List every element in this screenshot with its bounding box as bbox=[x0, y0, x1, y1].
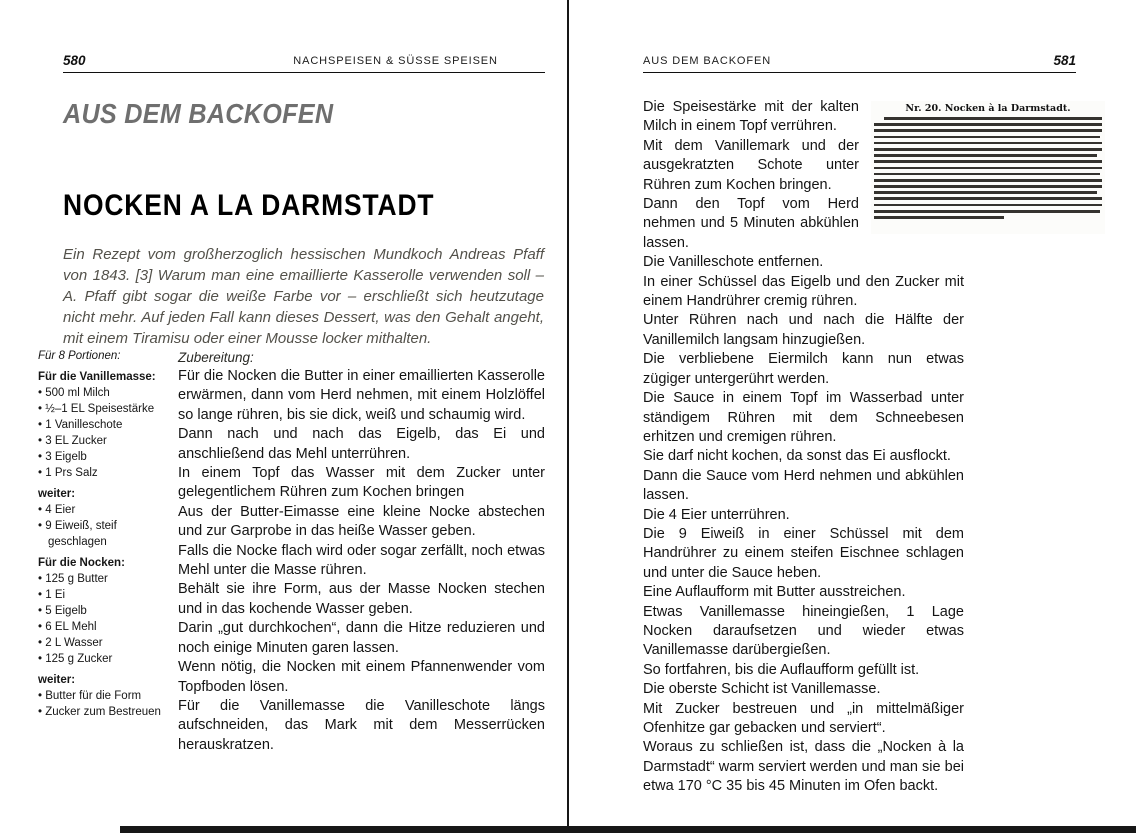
preparation-step: Sie darf nicht kochen, da sonst das Ei ausflockt. bbox=[643, 448, 951, 465]
left-page bbox=[38, 48, 545, 808]
ingredient-item: • 2 L Wasser bbox=[38, 635, 176, 651]
preparation-step: Dann nach und nach das Eigelb, das Ei und anschließend das Mehl unterrühren. bbox=[178, 426, 545, 462]
bottom-bar bbox=[120, 826, 1136, 833]
running-header-left: NACHSPEISEN & SÜSSE SPEISEN bbox=[293, 55, 498, 67]
preparation-step: Falls die Nocke flach wird oder sogar zerfällt, noch etwas Mehl unter die Masse rühren. bbox=[178, 542, 545, 579]
preparation-step: In einem Topf das Wasser mit dem Zucker unter gelegentlichem Rühren zum Kochen bringen bbox=[178, 465, 545, 501]
preparation-step: Unter Rühren nach und nach die Hälfte der Vanillemilch langsam hinzugießen. bbox=[643, 312, 964, 348]
preparation-step: Für die Vanillemasse die Vanilleschote längs aufschneiden, das Mark mit dem Messerrücken herauskratzen. bbox=[178, 697, 545, 753]
ingredient-item: • 9 Eiweiß, steif geschlagen bbox=[38, 518, 176, 550]
right-page bbox=[643, 48, 1076, 808]
page-divider-line bbox=[567, 0, 569, 833]
recipe-intro: Ein Rezept vom großherzoglich hessischen Mundkoch Andreas Pfaff von 1843. [3] Warum man eine emaillierte Kasserolle verwenden soll – A. Pfaff gibt sogar die weiße Farbe vor – erschließt sich heutzutage nicht mehr. Auf jeden Fall kann dieses Dessert, was den Gehalt angeht, mit einem Tiramisu oder einer Mousse locker mithalten. bbox=[63, 246, 544, 347]
ingredient-item: • 3 Eigelb bbox=[38, 449, 176, 465]
ingredient-item: • 1 Vanilleschote bbox=[38, 417, 176, 433]
preparation-step: Die Vanilleschote entfernen. bbox=[643, 254, 824, 271]
ingredients-column bbox=[38, 348, 176, 720]
left-page-header bbox=[63, 48, 545, 73]
ingredient-group-heading: Für die Vanillemasse: bbox=[38, 371, 156, 383]
right-page-header bbox=[643, 48, 1076, 73]
ingredient-item: • 3 EL Zucker bbox=[38, 433, 176, 449]
preparation-step: Die 9 Eiweiß in einer Schüssel mit dem Handrührer zu einem steifen Eischnee schlagen und unter die Sauce heben. bbox=[643, 525, 964, 581]
preparation-step: Darin „gut durchkochen“, dann die Hitze reduzieren und noch einige Minuten garen lassen. bbox=[178, 620, 545, 656]
section-title: AUS DEM BACKOFEN bbox=[63, 98, 334, 129]
historical-recipe-clipping bbox=[871, 101, 1105, 234]
servings-label: Für 8 Portionen: bbox=[38, 350, 121, 362]
preparation-step: Mit dem Vanillemark und der ausgekratzten Schote unter Rühren zum Kochen bringen. bbox=[643, 137, 859, 193]
ingredient-item: • 5 Eigelb bbox=[38, 603, 176, 619]
preparation-step: Aus der Butter-Eimasse eine kleine Nocke abstechen und zur Garprobe in das heiße Wasser geben. bbox=[178, 503, 545, 540]
clipping-title: Nr. 20. Nocken à la Darmstadt. bbox=[905, 103, 1071, 114]
clipping-text-lines bbox=[874, 117, 1102, 219]
preparation-step: Etwas Vanillemasse hineingießen, 1 Lage Nocken daraufsetzen und wieder etwas Vanillemasse darübergießen. bbox=[643, 603, 964, 659]
preparation-step: Eine Auflaufform mit Butter ausstreichen. bbox=[643, 584, 906, 601]
ingredient-group-heading: weiter: bbox=[38, 674, 76, 686]
preparation-step: Mit Zucker bestreuen und „in mittelmäßiger Ofenhitze gar gebacken und serviert“. bbox=[643, 700, 964, 736]
ingredient-item: • Butter für die Form bbox=[38, 688, 176, 704]
preparation-step: Die oberste Schicht ist Vanillemasse. bbox=[643, 681, 881, 698]
ingredient-item: • 4 Eier bbox=[38, 502, 176, 518]
ingredient-group-heading: Für die Nocken: bbox=[38, 557, 125, 569]
page-number-right: 581 bbox=[1053, 53, 1076, 68]
preparation-step: Woraus zu schließen ist, dass die „Nocken à la Darmstadt“ warm serviert werden und man sie bei etwa 170 °C 35 bis 45 Minuten im Ofen backt. bbox=[643, 739, 964, 795]
ingredient-item: • ½–1 EL Speisestärke bbox=[38, 401, 176, 417]
preparation-step: Dann die Sauce vom Herd nehmen und abkühlen lassen. bbox=[643, 467, 964, 504]
ingredient-item: • 6 EL Mehl bbox=[38, 619, 176, 635]
preparation-step: In einer Schüssel das Eigelb und den Zucker mit einem Handrührer cremig rühren. bbox=[643, 273, 964, 310]
preparation-column bbox=[178, 348, 545, 755]
preparation-step: So fortfahren, bis die Auflaufform gefüllt ist. bbox=[643, 661, 920, 678]
ingredient-item: • 500 ml Milch bbox=[38, 385, 176, 401]
preparation-step: Dann den Topf vom Herd nehmen und 5 Minuten abkühlen lassen. bbox=[643, 196, 859, 251]
ingredient-group-heading: weiter: bbox=[38, 488, 76, 500]
ingredient-item: • 1 Prs Salz bbox=[38, 465, 176, 481]
ingredient-list bbox=[38, 571, 176, 667]
page-number-left: 580 bbox=[63, 53, 86, 68]
ingredient-item: • 125 g Zucker bbox=[38, 651, 176, 667]
preparation-steps bbox=[178, 367, 545, 755]
running-header-right: AUS DEM BACKOFEN bbox=[643, 55, 772, 67]
preparation-step: Die Sauce in einem Topf im Wasserbad unter ständigem Rühren mit dem Schneebesen erhitzen und cremigen rühren. bbox=[643, 390, 964, 445]
recipe-title: NOCKEN A LA DARMSTADT bbox=[63, 189, 435, 222]
preparation-step: Wenn nötig, die Nocken mit einem Pfannenwender vom Topfboden lösen. bbox=[178, 659, 545, 695]
ingredient-item: • 125 g Butter bbox=[38, 571, 176, 587]
ingredient-list bbox=[38, 502, 176, 550]
ingredient-list bbox=[38, 385, 176, 481]
preparation-step: Die verbliebene Eiermilch kann nun etwas zügiger untergerührt werden. bbox=[643, 351, 964, 387]
preparation-step: Die Speisestärke mit der kalten Milch in einem Topf verrühren. bbox=[643, 99, 859, 135]
preparation-step: Für die Nocken die Butter in einer emaillierten Kasserolle erwärmen, dann vom Herd nehmen, mit einem Holzlöffel so lange rühren, bis sie dick, weiß und schaumig wird. bbox=[178, 368, 545, 423]
ingredient-item: • 1 Ei bbox=[38, 587, 176, 603]
right-page-body bbox=[643, 98, 1071, 797]
ingredient-item: • Zucker zum Bestreuen bbox=[38, 704, 176, 720]
preparation-step: Die 4 Eier unterrühren. bbox=[643, 506, 790, 523]
ingredient-list bbox=[38, 688, 176, 720]
preparation-step: Behält sie ihre Form, aus der Masse Nocken stechen und in das kochende Wasser geben. bbox=[178, 581, 545, 617]
preparation-label: Zubereitung: bbox=[178, 350, 254, 365]
